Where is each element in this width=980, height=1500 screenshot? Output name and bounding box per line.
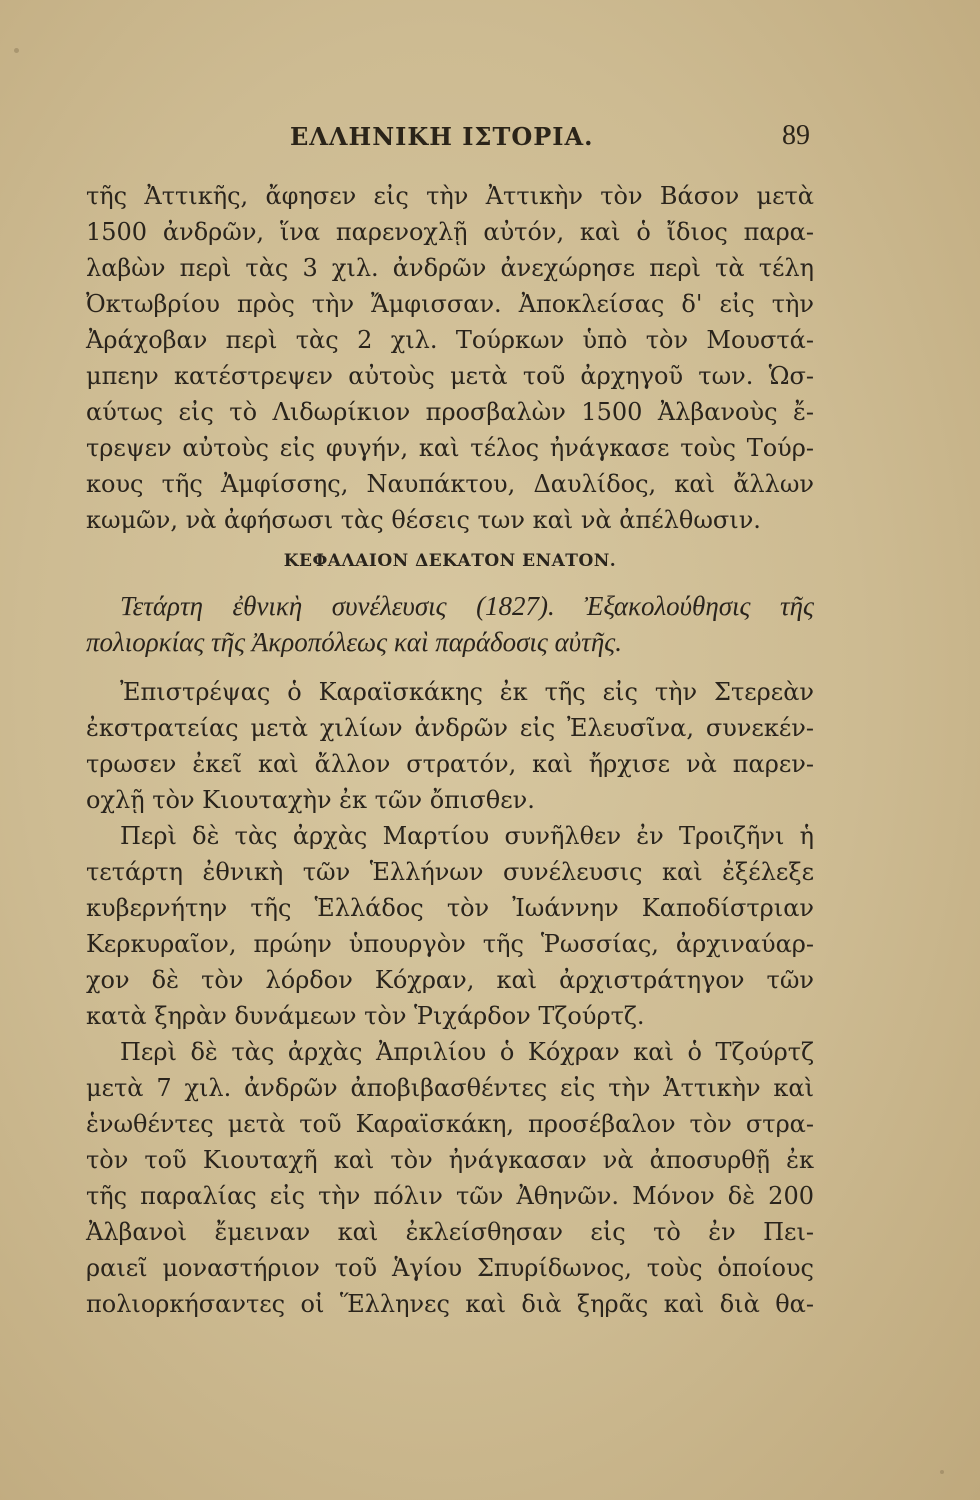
text-line: τῆς Ἀττικῆς, ἄφησεν εἰς τὴν Ἀττικὴν τὸν Βάσον μετὰ: [86, 182, 814, 210]
paragraph-cochrane-church: [86, 1034, 814, 1322]
text-block: [86, 178, 814, 1322]
text-line: ἑνωθέντες μετὰ τοῦ Καραϊσκάκη, προσέβαλον τὸν στρα-: [86, 1110, 814, 1138]
text-line: κωμῶν, νὰ ἀφήσωσι τὰς θέσεις των καὶ νὰ ἀπέλθωσιν.: [86, 506, 761, 534]
text-line: Ὀκτωβρίου πρὸς τὴν Ἄμφισσαν. Ἀποκλείσας δ' εἰς τὴν: [86, 290, 814, 318]
paper-speck: [14, 48, 19, 53]
text-line: τετάρτη ἐθνικὴ τῶν Ἑλλήνων συνέλευσις καὶ ἐξέλεξε: [86, 858, 814, 886]
text-line: κυβερνήτην τῆς Ἑλλάδος τὸν Ἰωάννην Καποδίστριαν: [86, 894, 814, 922]
text-line: πολιορκήσαντες οἱ Ἕλληνες καὶ διὰ ξηρᾶς καὶ διὰ θα-: [86, 1290, 814, 1318]
paper-speck: [940, 1470, 944, 1474]
text-line: τῆς παραλίας εἰς τὴν πόλιν τῶν Ἀθηνῶν. Μόνον δὲ 200: [86, 1182, 814, 1210]
text-line: κους τῆς Ἀμφίσσης, Ναυπάκτου, Δαυλίδος, καὶ ἄλλων: [86, 470, 814, 498]
paragraph-troezen-assembly: [86, 818, 814, 1034]
running-title: ΕΛΛΗΝΙΚΗ ΙΣΤΟΡΙΑ.: [290, 122, 594, 151]
summary-line: πολιορκίας τῆς Ἀκροπόλεως καὶ παράδοσις αὐτῆς.: [86, 627, 622, 657]
text-line: Κερκυραῖον, πρώην ὑπουργὸν τῆς Ῥωσσίας, ἀρχιναύαρ-: [86, 930, 814, 958]
paragraph-karaiskakis: [86, 674, 814, 818]
text-line: μπεην κατέστρεψεν αὐτοὺς μετὰ τοῦ ἀρχηγοῦ των. Ὡσ-: [86, 362, 814, 390]
text-line: Περὶ δὲ τὰς ἀρχὰς Μαρτίου συνῆλθεν ἐν Τροιζῆνι ἡ: [120, 822, 814, 850]
text-line: ραιεῖ μοναστήριον τοῦ Ἁγίου Σπυρίδωνος, τοὺς ὁποίους: [86, 1254, 814, 1282]
text-line: 1500 ἀνδρῶν, ἵνα παρενοχλῇ αὐτόν, καὶ ὁ ἴδιος παρα-: [86, 218, 814, 246]
text-line: τρεψεν αὐτοὺς εἰς φυγήν, καὶ τέλος ἠνάγκασε τοὺς Τούρ-: [86, 434, 814, 462]
text-line: οχλῇ τὸν Κιουταχὴν ἐκ τῶν ὄπισθεν.: [86, 786, 535, 814]
text-line: λαβὼν περὶ τὰς 3 χιλ. ἀνδρῶν ἀνεχώρησε περὶ τὰ τέλη: [86, 254, 814, 282]
running-head: [90, 118, 810, 158]
page-number: 89: [782, 120, 810, 151]
text-line: μετὰ 7 χιλ. ἀνδρῶν ἀποβιβασθέντες εἰς τὴν Ἀττικὴν καὶ: [86, 1074, 814, 1102]
text-line: Περὶ δὲ τὰς ἀρχὰς Ἀπριλίου ὁ Κόχραν καὶ ὁ Τζούρτζ: [120, 1038, 814, 1066]
text-line: χον δὲ τὸν λόρδον Κόχραν, καὶ ἀρχιστράτηγον τῶν: [86, 966, 814, 994]
summary-line: Τετάρτη ἐθνικὴ συνέλευσις (1827). Ἐξακολούθησις τῆς: [120, 591, 814, 621]
text-line: κατὰ ξηρὰν δυνάμεων τὸν Ῥιχάρδον Τζούρτζ.: [86, 1002, 645, 1030]
text-line: Ἀράχοβαν περὶ τὰς 2 χιλ. Τούρκων ὑπὸ τὸν Μουστά-: [86, 326, 814, 354]
text-line: ἐκστρατείας μετὰ χιλίων ἀνδρῶν εἰς Ἐλευσῖνα, συνεκέν-: [86, 714, 814, 742]
text-line: αύτως εἰς τὸ Λιδωρίκιον προσβαλὼν 1500 Ἀλβανοὺς ἔ-: [86, 398, 814, 426]
text-line: Ἐπιστρέψας ὁ Καραϊσκάκης ἐκ τῆς εἰς τὴν Στερεὰν: [120, 678, 814, 706]
text-line: τὸν τοῦ Κιουταχῆ καὶ τὸν ἠνάγκασαν νὰ ἀποσυρθῇ ἐκ: [86, 1146, 814, 1174]
chapter-heading: ΚΕΦΑΛΑΙΟΝ ΔΕΚΑΤΟΝ ΕΝΑΤΟΝ.: [283, 551, 617, 571]
paragraph-continuation: [86, 178, 814, 538]
text-line: τρωσεν ἐκεῖ καὶ ἄλλον στρατόν, καὶ ἤρχισε νὰ παρεν-: [86, 750, 814, 778]
chapter-summary: [86, 588, 814, 660]
text-line: Ἀλβανοὶ ἔμειναν καὶ ἐκλείσθησαν εἰς τὸ ἐν Πει-: [86, 1218, 814, 1246]
